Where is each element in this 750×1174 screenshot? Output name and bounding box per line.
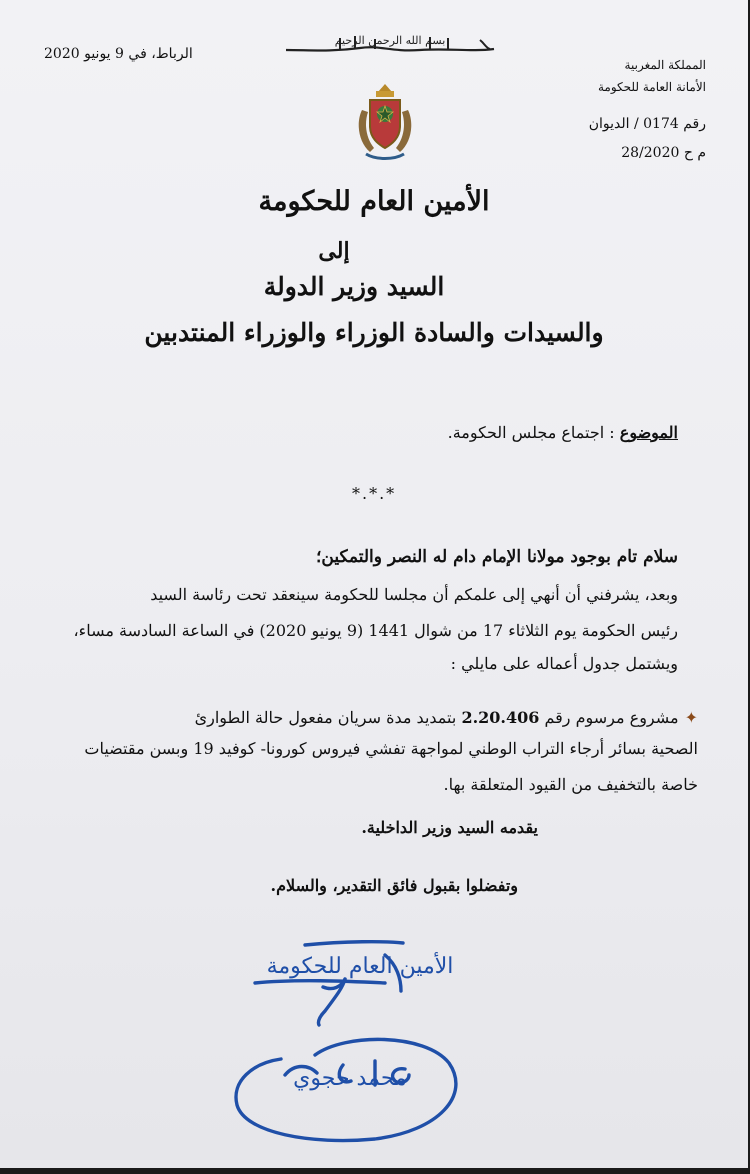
recipient-ministers: والسيدات والسادة الوزراء والوزراء المنتدبين [144,318,604,347]
signature-title: الأمين العام للحكومة [266,954,454,979]
agenda-item-line-2: الصحية بسائر أرجاء التراب الوطني لمواجهة تفشي فيروس كورونا- كوفيد 19 وبسن مقتضيات [84,739,698,758]
subject-text: : اجتماع مجلس الحكومة. [447,423,620,442]
agenda-item-line1-rest: بتمديد مدة سريان مفعول حالة الطوارئ [194,708,457,727]
agenda-item [195,708,698,727]
handwritten-signature [225,935,475,1150]
sender-title: الأمين العام للحكومة [258,186,490,217]
signature-name: محمد حجوي [293,1066,407,1091]
recipient-to: إلى [318,238,350,264]
letter-date: الرباط، في 9 يونيو 2020 [44,46,193,62]
basmala-calligraphy [280,30,500,60]
bullet-icon: ✦ [684,708,698,727]
body-line-1: وبعد، يشرفني أن أنهي إلى علمكم أن مجلسا للحكومة سينعقد تحت رئاسة السيد [150,585,678,604]
decree-number: 2.20.406 [461,708,540,727]
coat-of-arms-emblem [352,82,418,162]
recipient-minister-of-state: السيد وزير الدولة [263,272,445,301]
kingdom-line: المملكة المغربية [624,58,706,72]
basmala-text: بسم الله الرحمن الرحيم [334,34,446,47]
body-line-2: رئيس الحكومة يوم الثلاثاء 17 من شوال 1441 (9 يونيو 2020) في الساعة السادسة مساء، [73,621,678,640]
subject-line [448,423,678,442]
reference-number: رقم 0174 / الديوان [588,116,706,132]
closing-line: وتفضلوا بقبول فائق التقدير، والسلام. [270,876,518,895]
subject-label: الموضوع [619,423,678,442]
section-separator: *.*.* [352,484,397,503]
agenda-presenter: يقدمه السيد وزير الداخلية. [361,818,538,837]
salutation: سلام تام بوجود مولانا الإمام دام له النصر والتمكين؛ [316,547,678,567]
body-line-3: ويشتمل جدول أعماله على مايلي : [450,654,678,673]
secretariat-line: الأمانة العامة للحكومة [597,80,706,94]
agenda-item-line-3: خاصة بالتخفيف من القيود المتعلقة بها. [443,775,698,794]
agenda-item-prefix: مشروع مرسوم رقم [544,708,679,727]
reference-code: م ح 28/2020 [621,145,706,161]
